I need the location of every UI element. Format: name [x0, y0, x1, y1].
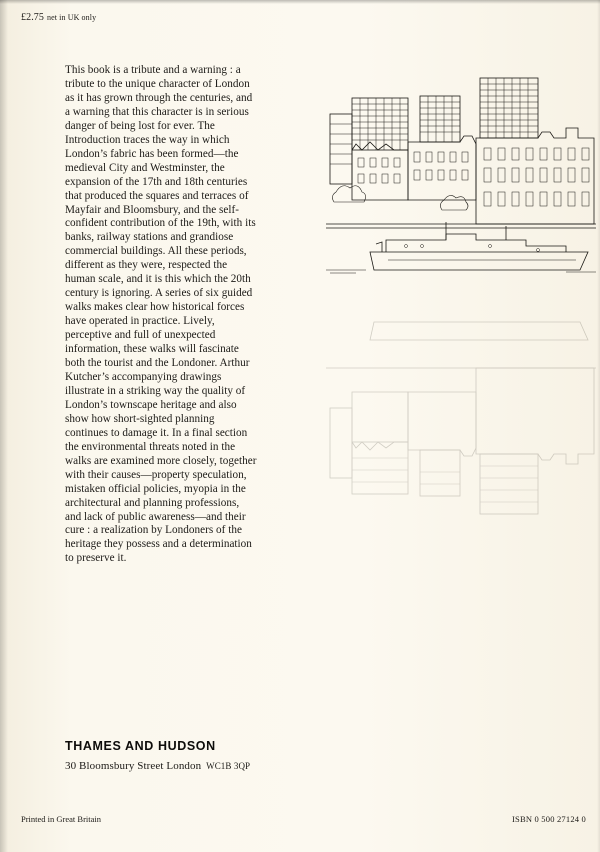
price-note: net in UK only: [47, 13, 97, 22]
london-skyline-reflection: [326, 318, 596, 518]
address-street: 30 Bloomsbury Street London: [65, 760, 202, 772]
blurb-line: mistaken official policies, myopia in the: [65, 482, 246, 495]
blurb-line: to preserve it.: [65, 552, 127, 565]
blurb-line: continues to damage it. In a final section: [65, 426, 248, 439]
blurb-line: as it has grown through the centuries, and: [65, 91, 253, 104]
blurb-line: heritage they possess and a determination: [65, 538, 252, 551]
blurb-line: have operated in practice. Lively,: [65, 315, 215, 328]
blurb-line: century is ignoring. A series of six guided: [65, 287, 253, 300]
ship-hull: [370, 252, 588, 270]
blurb-text: [65, 64, 297, 566]
blurb-line: human scale, and it is this which the 20th: [65, 273, 251, 286]
blurb-line: the environmental threats noted in the: [65, 440, 236, 453]
blurb-line: Kutcher’s accompanying drawings: [65, 370, 222, 383]
publisher-address: [65, 760, 250, 772]
blurb-line: tribute to the unique character of London: [65, 77, 250, 90]
blurb-line: London’s townscape heritage and also: [65, 398, 237, 411]
blurb-line: Introduction traces the way in which: [65, 133, 230, 146]
blurb-line: architectural and planning professions,: [65, 496, 240, 509]
blurb-line: confident contribution of the 19th, with its: [65, 217, 256, 230]
blurb-line: Mayfair and Bloomsbury, and the self-: [65, 203, 239, 216]
blurb-line: medieval City and Westminster, the: [65, 161, 225, 174]
blurb-line: with their causes—property speculation,: [65, 468, 247, 481]
blurb-line: walks makes clear how historical forces: [65, 301, 245, 314]
price-amount: £2.75: [21, 12, 44, 23]
blurb-line: perceptive and full of unexpected: [65, 329, 216, 342]
blurb-line: London’s fabric has been formed—the: [65, 147, 239, 160]
blurb-line: banks, railway stations and grandiose: [65, 231, 234, 244]
isbn-label: ISBN 0 500 27124 0: [512, 814, 586, 824]
blurb-line: show how short-sighted planning: [65, 412, 215, 425]
printed-in-label: Printed in Great Britain: [21, 814, 102, 824]
blurb-line: both the tourist and the Londoner. Arthur: [65, 357, 250, 370]
blurb-line: cure : a realization by Londoners of the: [65, 524, 242, 537]
blurb-line: information, these walks will fascinate: [65, 343, 239, 356]
blurb-line: This book is a tribute and a warning : a: [65, 64, 241, 76]
blurb-line: different as they were, respected the: [65, 259, 228, 272]
spine-shadow: [0, 0, 8, 852]
blurb-line: illustrate in a striking way the quality of: [65, 384, 246, 397]
blurb-line: commercial buildings. All these periods,: [65, 245, 247, 258]
cover-top-edge: [0, 0, 600, 4]
blurb-line: that produced the squares and terraces of: [65, 189, 249, 202]
blurb-line: danger of being lost for ever. The: [65, 119, 215, 132]
publisher-name: THAMES AND HUDSON: [65, 739, 216, 753]
blurb-line: and lack of public awareness—and their: [65, 510, 246, 523]
office-block-centre: [420, 96, 460, 142]
price-label: [21, 12, 96, 23]
blurb-line: a warning that this character is in serious: [65, 105, 249, 118]
london-skyline-drawing: [326, 74, 596, 274]
blurb-line: expansion of the 17th and 18th centuries: [65, 175, 248, 188]
blurb-line: walks are examined more closely, together: [65, 454, 257, 467]
office-block-left: [352, 98, 408, 150]
address-postcode: WC1B 3QP: [206, 761, 251, 771]
